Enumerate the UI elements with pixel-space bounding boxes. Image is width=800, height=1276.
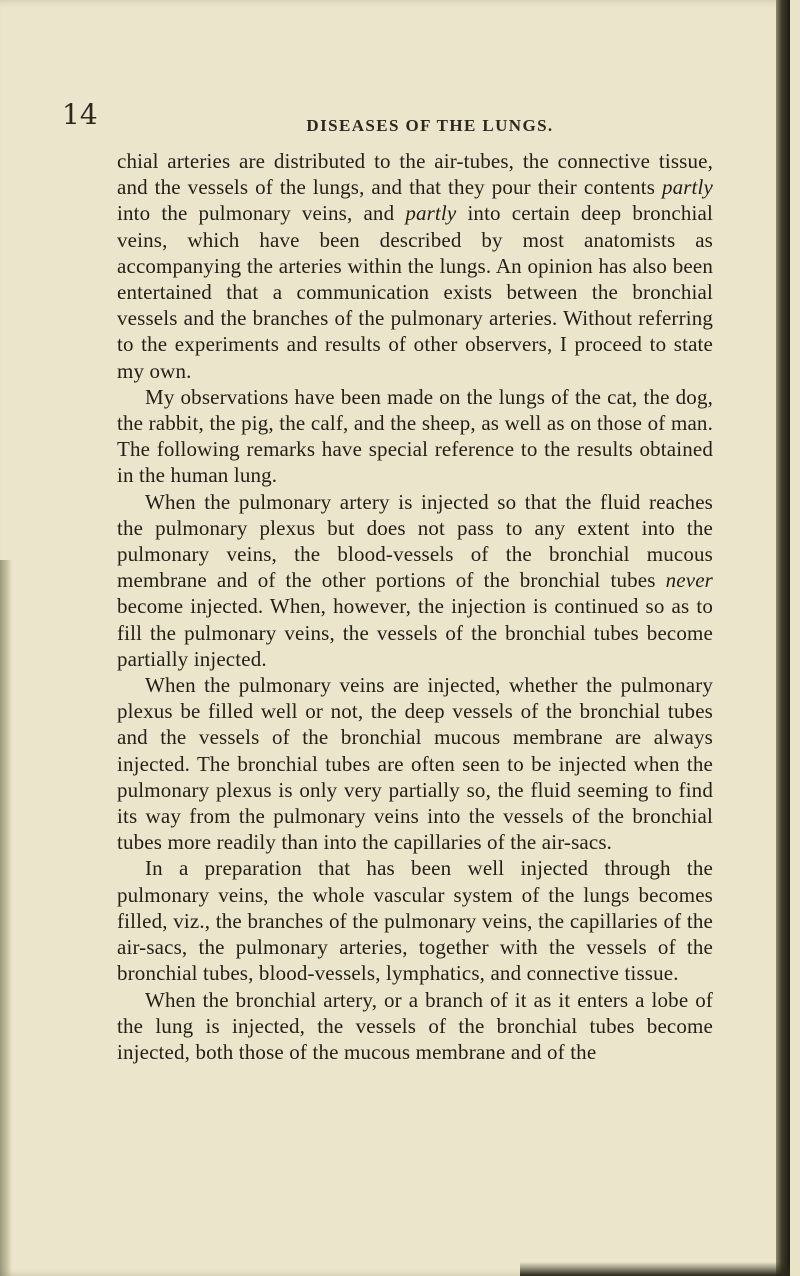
text-run: My observations have been made on the lungs of the cat, the dog, the rabbit, the pig, the calf, and the sheep, as well as on those of man. The following remarks have special reference to the results obtained in the human lung. — [117, 384, 713, 488]
page-gutter-shadow — [0, 560, 12, 1276]
text-run: When the pulmonary artery is injected so that the fluid reaches the pulmonary plexus but does not pass to any extent into the pulmonary veins, the blood-vessels of the bronchial mucous membrane and of the other portions of the bronchial tubes — [117, 489, 713, 593]
page-number: 14 — [62, 98, 98, 131]
text-run: into the pulmonary veins, and — [117, 201, 406, 226]
running-head: DISEASES OF THE LUNGS. — [306, 116, 554, 135]
text-run: When the bronchial artery, or a branch of it as it enters a lobe of the lung is injected, the vessels of the bronchial tubes become injected, both those of the mucous membrane and of the — [117, 987, 713, 1064]
text-run: In a preparation that has been well injected through the pulmonary veins, the whole vascular system of the lungs becomes filled, viz., the branches of the pulmonary veins, the capillaries of the air-sacs, the pulmonary arteries, together with the vessels of the bronchial tubes, blood-vessels, lymphatics, and connective tissue. — [117, 856, 713, 986]
text-run: become injected. When, however, the injection is continued so as to fill the pulmonary veins, the vessels of the bronchial tubes become partially injected. — [117, 594, 713, 671]
text-run: into certain deep bronchial veins, which have been described by most anatomists as accompanying the arteries within the lungs. An opinion has also been entertained that a communication exists between the bronchial vessels and the branches of the pulmonary arteries. Without referring to the experiments and results of other observers, I proceed to state my own. — [117, 201, 713, 383]
paragraph — [117, 489, 713, 672]
italic-text: partly — [405, 201, 457, 226]
paragraph — [117, 987, 713, 1066]
paragraph — [117, 148, 713, 384]
paragraph — [117, 672, 713, 855]
paragraph — [117, 855, 713, 986]
text-run: chial arteries are distributed to the air-tubes, the connective tissue, and the vessels of the lungs, and that they pour their contents — [117, 149, 713, 200]
page-bottom-shadow — [520, 1262, 790, 1276]
text-run: When the pulmonary veins are injected, whether the pulmonary plexus be filled well or not, the deep vessels of the bronchial tubes and the vessels of the bronchial mucous membrane are always injected. The bronchial tubes are often seen to be injected when the pulmonary plexus is only very partially so, the fluid seeming to find its way from the pulmonary veins into the vessels of the bronchial tubes more readily than into the capillaries of the air-sacs. — [117, 673, 713, 855]
page-edge — [776, 0, 790, 1276]
paragraph — [117, 384, 713, 489]
italic-text: never — [665, 568, 713, 593]
body-text — [117, 148, 713, 1065]
italic-text: partly — [661, 175, 713, 200]
